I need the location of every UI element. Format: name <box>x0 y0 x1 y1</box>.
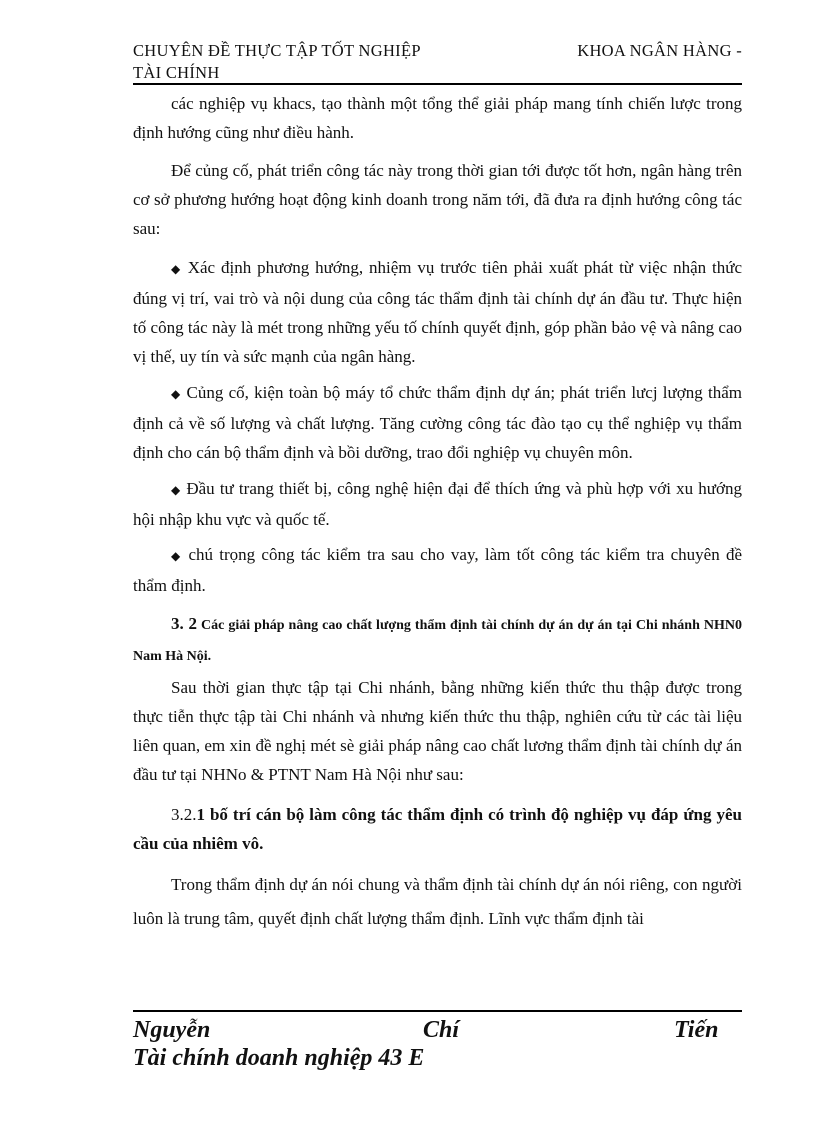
bullet-2-text: Củng cố, kiện toàn bộ máy tổ chức thẩm định dự án; phát triển lưcj lượng thẩm định cả về số lượng và chất lượng. Tăng cường công tác đào tạo cụ thể nghiệp vụ thẩm định cho cán bộ thẩm định và bồi dưỡng, trao đổi nghiệp vụ chuyên môn. <box>133 383 742 462</box>
section-heading <box>133 609 742 671</box>
diamond-bullet-icon: ◆ <box>171 262 182 276</box>
diamond-bullet-icon: ◆ <box>171 483 182 497</box>
bullet-3-text: Đầu tư trang thiết bị, công nghệ hiện đại để thích ứng và phù hợp với xu hướng hội nhập khu vực và quốc tế. <box>133 479 742 529</box>
footer-author-last: Tiến <box>674 1017 719 1043</box>
bullet-1 <box>133 253 742 371</box>
footer-divider <box>133 1010 742 1012</box>
paragraph-4: Trong thẩm định dự án nói chung và thẩm định tài chính dự án nói riêng, con người luôn là trung tâm, quyết định chất lượng thẩm định. Lĩnh vực thẩm định tài <box>133 875 742 928</box>
section-number: 3. 2 <box>171 614 198 633</box>
header-divider <box>133 83 742 85</box>
footer-author-first: Nguyễn <box>133 1017 211 1043</box>
footer-author-middle: Chí <box>423 1017 460 1043</box>
bullet-4 <box>133 540 742 600</box>
header-title-cont: TÀI CHÍNH <box>133 63 220 82</box>
subsection-number: 3.2. <box>171 805 197 824</box>
footer-class: Tài chính doanh nghiệp 43 E <box>133 1045 425 1071</box>
bullet-1-text: Xác định phương hướng, nhiệm vụ trước tiên phải xuất phát từ việc nhận thức đúng vị trí, vai trò và nội dung của công tác thẩm định tài chính dự án đầu tư. Thực hiện tố công tác này là mét trong những yếu tố chính quyết định, góp phần bảo vệ và nâng cao vị thế, uy tín và sức mạnh của ngân hàng. <box>133 258 742 366</box>
bullet-2 <box>133 378 742 467</box>
paragraph-3: Sau thời gian thực tập tại Chi nhánh, bằng những kiến thức thu thập được trong thực tiễn thực tập tài Chi nhánh và nhưng kiến thức thu thập, nghiên cứu từ các tài liệu liên quan, em xin đề nghị mét sè giải pháp nâng cao chất lương thẩm định tài chính dự án đầu tư tại NHNo & PTNT Nam Hà Nội như sau: <box>133 678 742 784</box>
header-title: CHUYÊN ĐỀ THỰC TẬP TỐT NGHIỆP <box>133 41 421 60</box>
subsection-heading <box>133 800 742 858</box>
section-title: Các giải pháp nâng cao chất lượng thẩm định tài chính dự án dự án tại Chi nhánh NHN0 Nam Hà Nội. <box>133 618 743 664</box>
paragraph-2: Để củng cố, phát triển công tác này trong thời gian tới được tốt hơn, ngân hàng trên cơ sở phương hướng hoạt động kinh doanh trong năm tới, đã đưa ra định hướng công tác sau: <box>133 161 742 238</box>
bullet-3 <box>133 474 742 534</box>
diamond-bullet-icon: ◆ <box>171 549 183 563</box>
diamond-bullet-icon: ◆ <box>171 387 182 401</box>
paragraph-1: các nghiệp vụ khacs, tạo thành một tổng thể giải pháp mang tính chiến lược trong định hướng cũng như điều hành. <box>133 94 742 142</box>
bullet-4-text: chú trọng công tác kiểm tra sau cho vay, làm tốt công tác kiểm tra chuyên đề thẩm định. <box>133 545 742 595</box>
subsection-title: 1 bố trí cán bộ làm công tác thẩm định có trình độ nghiệp vụ đáp ứng yêu cầu của nhiêm vô. <box>133 805 742 853</box>
header-department: KHOA NGÂN HÀNG - <box>577 41 742 60</box>
